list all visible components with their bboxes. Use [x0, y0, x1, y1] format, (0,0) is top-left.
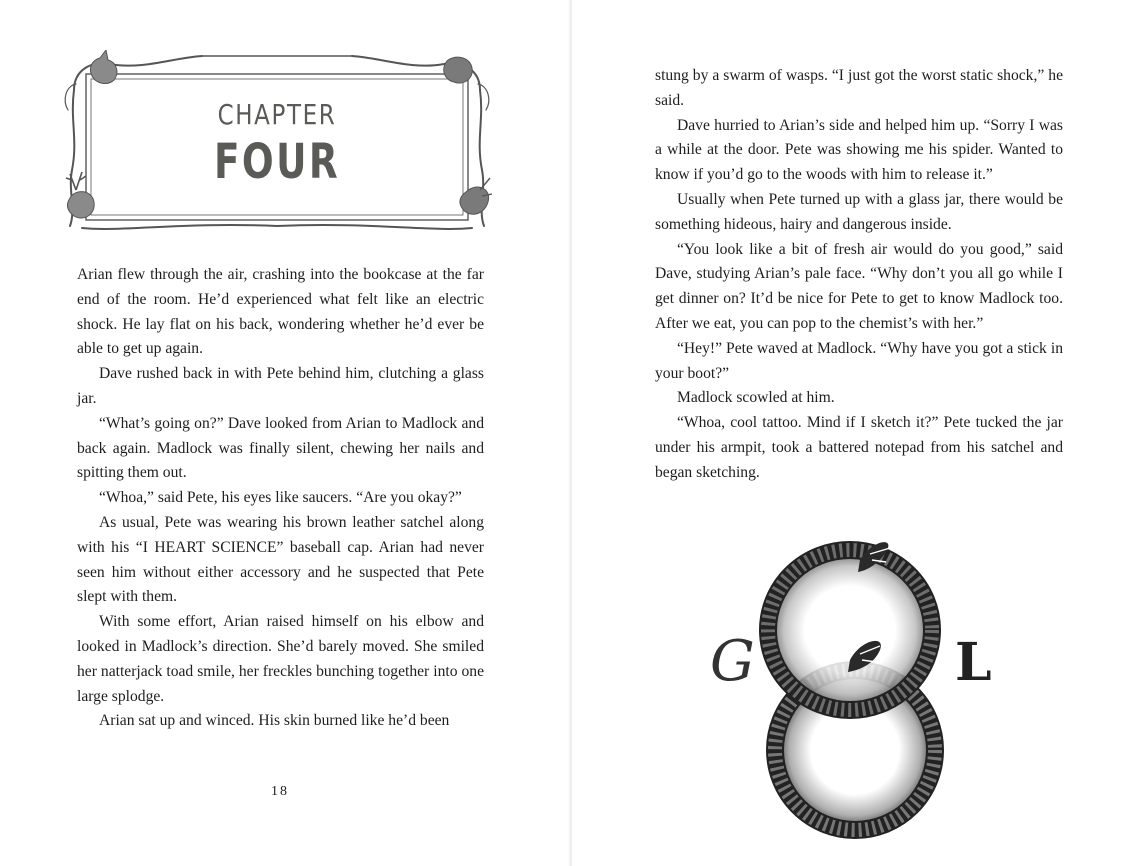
paragraph: With some effort, Arian raised himself on his elbow and looked in Madlock’s direction. She’d barely moved. She smiled her natterjack toad smile, her freckles bunching together into one large splodge. — [77, 613, 484, 705]
paragraph: Dave hurried to Arian’s side and helped him up. “Sorry I was a while at the door. Pete was showing me his spider. Wanted to know if you’d go to the woods with him to release it.” — [655, 116, 1063, 184]
chapter-frame — [62, 50, 492, 235]
page-number: 18 — [271, 784, 289, 799]
paragraph: “You look like a bit of fresh air would do you good,” said Dave, studying Arian’s pale face. “Why don’t you all go while I get dinner on? It’d be nice for Pete to get to know Madlock too. After we eat, you can pop to the chemist’s with her.” — [655, 240, 1063, 332]
paragraph: “What’s going on?” Dave looked from Arian to Madlock and back again. Madlock was finally silent, chewing her nails and spitting them out. — [77, 414, 484, 482]
right-body-text — [655, 64, 1063, 486]
chapter-number: FOUR — [214, 134, 340, 190]
ouroboros-snake-icon — [700, 530, 1000, 840]
paragraph: Dave rushed back in with Pete behind him, clutching a glass jar. — [77, 365, 484, 407]
left-body-text — [77, 263, 484, 734]
paragraph: “Whoa,” said Pete, his eyes like saucers. “Are you okay?” — [99, 489, 462, 507]
paragraph: Madlock scowled at him. — [677, 389, 835, 407]
paragraph: “Hey!” Pete waved at Madlock. “Why have you got a stick in your boot?” — [655, 339, 1063, 382]
left-page — [0, 0, 571, 866]
paragraph: Arian sat up and winced. His skin burned like he’d been — [99, 712, 450, 730]
paragraph: As usual, Pete was wearing his brown leather satchel along with his “I HEART SCIENCE” baseball cap. Arian had never seen him without either accessory and he suspected that Pete slept with them. — [77, 513, 484, 606]
illustration — [700, 530, 1000, 840]
chapter-label: CHAPTER — [217, 98, 337, 131]
paragraph: Arian flew through the air, crashing into the bookcase at the far end of the room. He’d experienced what felt like an electric shock. He lay flat on his back, wondering whether he’d ever be able to get up again. — [77, 266, 484, 358]
paragraph: Usually when Pete turned up with a glass jar, there would be something hideous, hairy and dangerous inside. — [655, 190, 1063, 233]
paragraph: stung by a swarm of wasps. “I just got the worst static shock,” he said. — [655, 67, 1063, 109]
svg-text:L: L — [955, 632, 992, 693]
paragraph: “Whoa, cool tattoo. Mind if I sketch it?” Pete tucked the jar under his armpit, took a battered notepad from his satchel and began sketching. — [655, 414, 1063, 481]
svg-text:G: G — [710, 629, 755, 694]
